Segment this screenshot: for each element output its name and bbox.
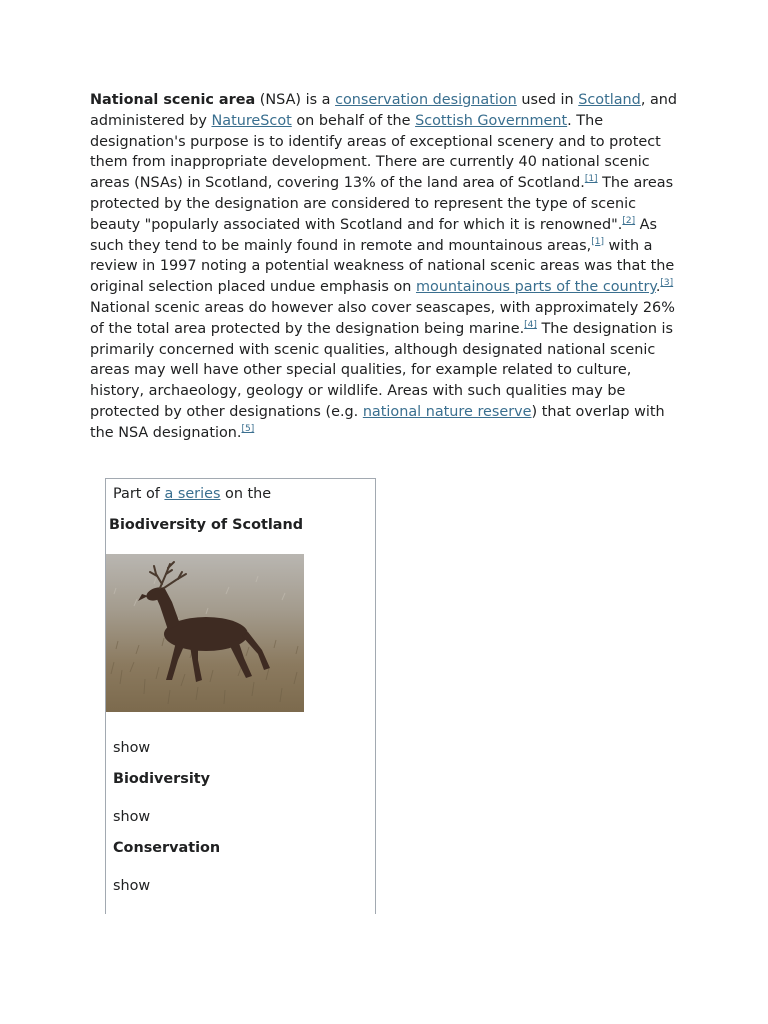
series-caption [113,486,271,502]
toggle-show-conservation[interactable]: show [113,809,151,825]
reference-marker [660,278,673,288]
reference-marker [622,216,635,226]
reference-marker [524,320,537,330]
sidebar-title: Biodiversity of Scotland [109,517,304,533]
link-naturescot[interactable]: NatureScot [211,112,292,129]
text-span: used in [516,92,579,108]
text-span: , and administered by [90,92,678,129]
article-body [90,90,680,444]
text-span: . The designation's purpose is to identify areas of exceptional scenery and to protect them from inappropriate development. There are currently 40 national scenic areas (NSAs) in Scotland, covering 13% of the land area of Scotland. [90,112,661,192]
ref-link-5[interactable]: [5] [241,423,255,434]
section-heading-biodiversity: Biodiversity [113,771,211,787]
series-sidebar [105,478,376,914]
article-term: National scenic area [90,92,256,108]
text-span: on behalf of the [291,112,416,129]
text-span: National scenic areas do however also cover seascapes, with approximately 26% of the total area protected by the designation being marine. [90,299,675,337]
reference-marker [591,237,604,247]
link-scottish-government[interactable]: Scottish Government [415,112,568,129]
toggle-show-biodiversity[interactable]: show [113,740,151,756]
link-national-nature-reserve[interactable]: national nature reserve [362,403,532,420]
reference-marker [585,174,598,184]
link-a-series[interactable]: a series [164,486,221,502]
text-span: with a review in 1997 noting a potential weakness of national scenic areas was that the original selection placed undue emphasis on [90,237,675,296]
text-span: . [655,279,661,296]
text-span: The areas protected by the designation are considered to represent the type of scenic beauty "popularly associated with Scotland and for which it is renowned". [90,175,674,233]
link-mountainous-parts[interactable]: mountainous parts of the country [415,279,656,296]
red-deer-stag-image[interactable] [106,554,304,712]
section-heading-conservation: Conservation [113,840,221,856]
link-scotland[interactable]: Scotland [578,92,641,108]
text-span: (NSA) is a [255,92,336,108]
link-conservation-designation[interactable]: conservation designation [335,92,517,108]
text-span: Part of [113,486,165,502]
reference-marker [241,424,254,434]
text-span: As such they tend to be mainly found in remote and mountainous areas, [90,216,658,254]
text-span: on the [220,486,272,502]
text-span: ) that overlap with the NSA designation. [90,403,665,441]
toggle-show-section[interactable]: show [113,878,151,894]
ref-link-2[interactable]: [2] [622,215,636,226]
text-span: The designation is primarily concerned with scenic qualities, although designated national scenic areas may well have other special qualities, for example related to culture, history, archaeology, geology or wildlife. Areas with such qualities may be protected by other designations (e.g. [90,320,674,420]
ref-link-3[interactable]: [3] [660,278,674,289]
ref-link-4[interactable]: [4] [524,319,537,330]
ref-link-1[interactable]: [1] [584,174,598,185]
ref-link-1b[interactable]: [1] [591,236,604,247]
lead-paragraph [90,90,680,444]
